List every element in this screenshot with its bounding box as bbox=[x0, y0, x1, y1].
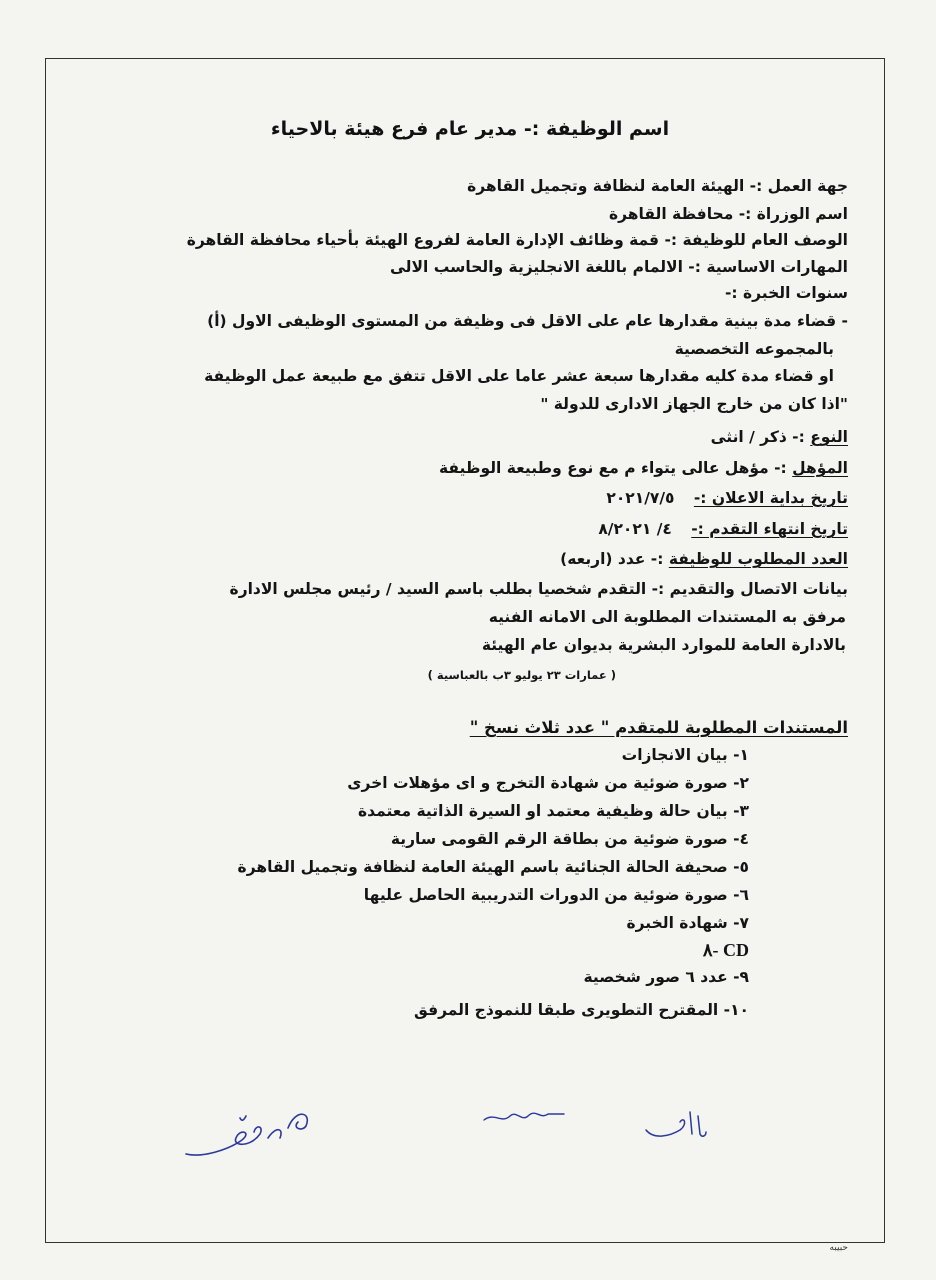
signature-left bbox=[180, 1098, 320, 1162]
document-item: ٢- صورة ضوئية من شهادة التخرج و اى مؤهلات اخرى bbox=[347, 774, 749, 792]
document-item: ٥- صحيفة الحالة الجنائية باسم الهيئة العامة لنظافة وتجميل القاهرة bbox=[237, 858, 749, 876]
signature-middle bbox=[480, 1102, 570, 1132]
contact-line-4: ( عمارات ٢٣ يوليو ٣ب بالعباسية ) bbox=[427, 668, 616, 682]
count-value: :- عدد (اربعه) bbox=[560, 550, 664, 568]
count-row bbox=[560, 550, 848, 568]
end-date-label: تاريخ انتهاء التقدم :- bbox=[691, 520, 848, 538]
end-date-value: ٤/ ٨/٢٠٢١ bbox=[598, 520, 672, 538]
contact-line-2: مرفق به المستندات المطلوبة الى الامانه الفنيه bbox=[488, 608, 846, 626]
ministry: اسم الوزراة :- محافظة القاهرة bbox=[609, 205, 848, 223]
document-item: CD -٨ bbox=[702, 940, 749, 960]
contact-line-3: بالادارة العامة للموارد البشرية بديوان عام الهيئة bbox=[481, 636, 846, 654]
document-item: ٧- شهادة الخبرة bbox=[626, 914, 749, 932]
signature-right bbox=[640, 1106, 710, 1142]
footer-note: حبيبه bbox=[829, 1243, 848, 1253]
count-label: العدد المطلوب للوظيفة bbox=[668, 550, 848, 568]
document-item: ٤- صورة ضوئية من بطاقة الرقم القومى سارية bbox=[390, 830, 749, 848]
job-title: اسم الوظيفة :- مدير عام فرع هيئة بالاحياء bbox=[270, 118, 670, 140]
experience-line-1b: بالمجموعه التخصصية bbox=[674, 340, 834, 358]
skills: المهارات الاساسية :- الالمام باللغة الانجليزية والحاسب الالى bbox=[390, 258, 848, 276]
documents-heading: المستندات المطلوبة للمتقدم " عدد ثلاث نسخ " bbox=[469, 718, 848, 737]
start-date-value: ٢٠٢١/٧/٥ bbox=[606, 489, 675, 507]
document-item: ١٠- المقترح التطويرى طبقا للنموذج المرفق bbox=[414, 1001, 749, 1019]
start-date-label: تاريخ بداية الاعلان :- bbox=[693, 489, 848, 507]
experience-line-1a: - قضاء مدة بينية مقدارها عام على الاقل فى وظيفة من المستوى الوظيفى الاول (أ) bbox=[207, 312, 848, 330]
document-item: ٦- صورة ضوئية من الدورات التدريبية الحاصل عليها bbox=[363, 886, 749, 904]
document-item: ٩- عدد ٦ صور شخصية bbox=[583, 968, 749, 986]
qualification-value: :- مؤهل عالى يتواء م مع نوع وطبيعة الوظيفة bbox=[439, 459, 787, 477]
gender-value: :- ذكر / انثى bbox=[710, 428, 805, 446]
contact-line-1: بيانات الاتصال والتقديم :- التقدم شخصيا بطلب باسم السيد / رئيس مجلس الادارة bbox=[229, 580, 848, 598]
experience-line-2a: او قضاء مدة كليه مقدارها سبعة عشر عاما على الاقل تتفق مع طبيعة عمل الوظيفة bbox=[204, 367, 834, 385]
document-item: ١- بيان الانجازات bbox=[621, 746, 749, 764]
experience-heading: سنوات الخبرة :- bbox=[724, 284, 848, 302]
qualification-label: المؤهل bbox=[792, 459, 848, 477]
start-date-row bbox=[606, 489, 848, 507]
gender-label: النوع bbox=[810, 428, 848, 446]
document-item: ٣- بيان حالة وظيفية معتمد او السيرة الذاتية معتمدة bbox=[357, 802, 749, 820]
gender-row bbox=[711, 428, 848, 446]
experience-line-2b: "اذا كان من خارج الجهاز الادارى للدولة " bbox=[540, 395, 848, 413]
qualification-row bbox=[439, 459, 848, 477]
general-description: الوصف العام للوظيفة :- قمة وظائف الإدارة العامة لفروع الهيئة بأحياء محافظة القاهرة bbox=[186, 231, 848, 249]
work-entity: جهة العمل :- الهيئة العامة لنظافة وتجميل القاهرة bbox=[467, 177, 848, 195]
end-date-row bbox=[598, 520, 848, 538]
